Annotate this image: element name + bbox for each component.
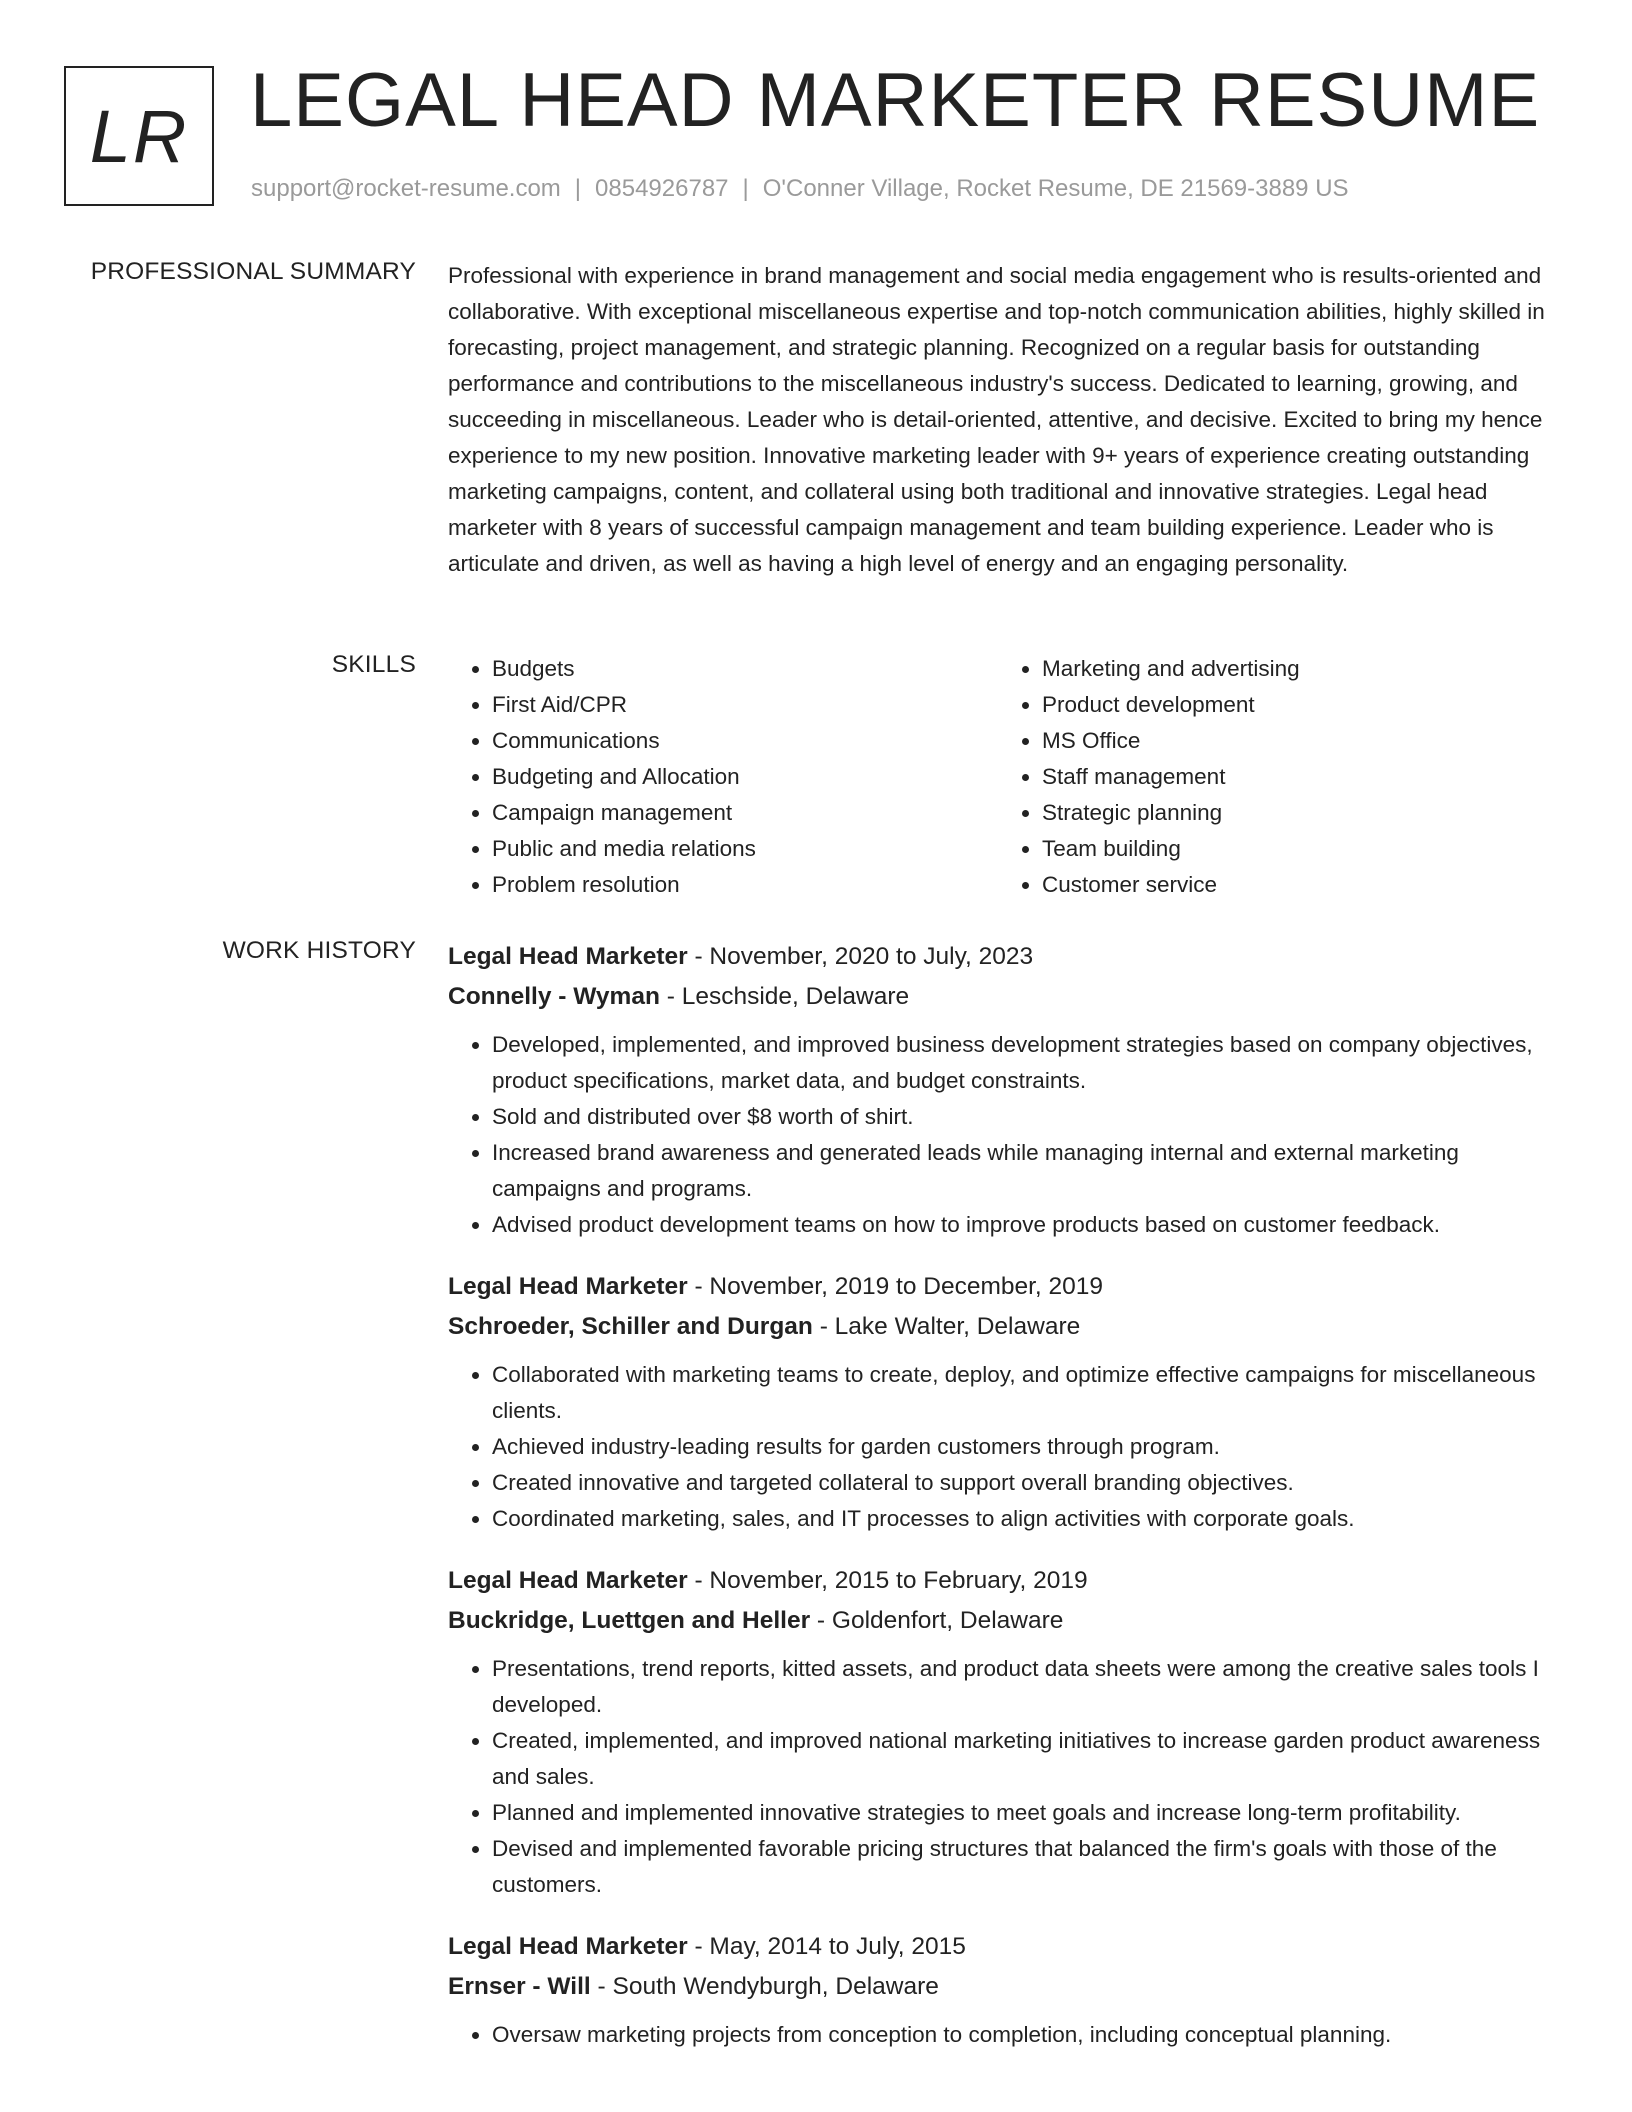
job-company-line [448, 977, 1570, 1017]
job-bullet: • Increased brand awareness and generated leads while managing internal and external marketing campaigns and programs. [492, 1135, 1570, 1207]
job-entry [448, 1561, 1570, 1903]
skill-item: • Product development [1042, 687, 1548, 723]
job-dates: - May, 2014 to July, 2015 [687, 1933, 966, 1960]
job-location: - South Wendyburgh, Delaware [590, 1973, 939, 2000]
job-title-line [448, 1561, 1570, 1601]
job-bullet: • Devised and implemented favorable pricing structures that balanced the firm's goals with those of the customers. [492, 1831, 1570, 1903]
contact-separator: | [574, 175, 582, 202]
job-bullet: • Created, implemented, and improved national marketing initiatives to increase garden product awareness and sales. [492, 1723, 1570, 1795]
job-company: Buckridge, Luettgen and Heller [448, 1607, 811, 1634]
job-company-line [448, 1601, 1570, 1641]
skills-heading: SKILLS [331, 651, 416, 678]
skill-item: • Budgets [492, 651, 998, 687]
summary-text: Professional with experience in brand management and social media engagement who is results-oriented and collaborative. With exceptional miscellaneous expertise and top-notch communication abilities, highly skilled in forecasting, project management, and strategic planning. Recognized on a regular basis for outstanding performance and contributions to the miscellaneous industry's success. Dedicated to learning, growing, and succeeding in miscellaneous. Leader who is detail-oriented, attentive, and decisive. Excited to bring my hence experience to my new position. Innovative marketing leader with 9+ years of experience creating outstanding marketing campaigns, content, and collateral using both traditional and innovative strategies. Legal head marketer with 8 years of successful campaign management and team building experience. Leader who is articulate and driven, as well as having a high level of energy and an engaging personality. [448, 263, 1545, 576]
skill-item: • Team building [1042, 831, 1548, 867]
job-bullet: • Developed, implemented, and improved business development strategies based on company objectives, product specifications, market data, and budget constraints. [492, 1027, 1570, 1099]
contact-email[interactable]: support@rocket-resume.com [251, 175, 561, 202]
job-role: Legal Head Marketer [448, 1933, 688, 1960]
job-entry [448, 1927, 1570, 2053]
skill-item: • Staff management [1042, 759, 1548, 795]
skills-body [448, 651, 1570, 903]
summary-body [448, 258, 1570, 582]
skill-item: • Customer service [1042, 867, 1548, 903]
skill-item: • Communications [492, 723, 998, 759]
skill-item: • Campaign management [492, 795, 998, 831]
job-company: Ernser - Will [448, 1973, 591, 2000]
contact-separator: | [742, 175, 749, 202]
job-entry [448, 937, 1570, 1243]
job-location: - Leschside, Delaware [659, 983, 910, 1010]
job-bullets [448, 1357, 1570, 1537]
job-dates: - November, 2015 to February, 2019 [687, 1567, 1088, 1594]
job-bullets [448, 1027, 1570, 1243]
skill-item: • MS Office [1042, 723, 1548, 759]
job-company-line [448, 1967, 1570, 2007]
monogram-logo [64, 66, 214, 206]
skill-item: • Strategic planning [1042, 795, 1548, 831]
job-bullet: • Achieved industry-leading results for garden customers through program. [492, 1429, 1570, 1465]
job-bullet: • Planned and implemented innovative strategies to meet goals and increase long-term profitability. [492, 1795, 1570, 1831]
contact-phone[interactable]: 0854926787 [595, 175, 729, 202]
skill-item: • Budgeting and Allocation [492, 759, 998, 795]
job-bullet: • Advised product development teams on how to improve products based on customer feedback. [492, 1207, 1570, 1243]
job-title-line [448, 937, 1570, 977]
job-bullets [448, 2017, 1570, 2053]
skill-item: • First Aid/CPR [492, 687, 998, 723]
job-title-line [448, 1267, 1570, 1307]
work-history-heading: WORK HISTORY [222, 937, 416, 964]
skill-item: • Marketing and advertising [1042, 651, 1548, 687]
job-bullet: • Created innovative and targeted collateral to support overall branding objectives. [492, 1465, 1570, 1501]
job-location: - Goldenfort, Delaware [810, 1607, 1064, 1634]
job-role: Legal Head Marketer [448, 1567, 688, 1594]
job-bullet: • Presentations, trend reports, kitted assets, and product data sheets were among the creative sales tools I developed. [492, 1651, 1570, 1723]
monogram-initials: LR [89, 94, 189, 178]
skill-item: • Problem resolution [492, 867, 998, 903]
job-entry [448, 1267, 1570, 1537]
skills-list-left [448, 651, 998, 903]
job-bullets [448, 1651, 1570, 1903]
job-bullet: • Collaborated with marketing teams to create, deploy, and optimize effective campaigns for miscellaneous clients. [492, 1357, 1570, 1429]
resume-title: LEGAL HEAD MARKETER RESUME [250, 58, 1541, 143]
contact-address: O'Conner Village, Rocket Resume, DE 21569-3889 US [762, 175, 1349, 202]
job-bullet: • Sold and distributed over $8 worth of shirt. [492, 1099, 1570, 1135]
job-bullet: • Coordinated marketing, sales, and IT processes to align activities with corporate goals. [492, 1501, 1570, 1537]
job-company-line [448, 1307, 1570, 1347]
job-dates: - November, 2019 to December, 2019 [687, 1273, 1104, 1300]
job-role: Legal Head Marketer [448, 1273, 688, 1300]
job-company: Schroeder, Schiller and Durgan [448, 1313, 813, 1340]
skills-list-right [998, 651, 1548, 903]
job-company: Connelly - Wyman [448, 983, 660, 1010]
skill-item: • Public and media relations [492, 831, 998, 867]
job-bullet: • Oversaw marketing projects from conception to completion, including conceptual planning. [492, 2017, 1570, 2053]
job-location: - Lake Walter, Delaware [812, 1313, 1081, 1340]
summary-heading: PROFESSIONAL SUMMARY [90, 258, 416, 285]
job-dates: - November, 2020 to July, 2023 [687, 943, 1034, 970]
job-role: Legal Head Marketer [448, 943, 688, 970]
job-title-line [448, 1927, 1570, 1967]
contact-line [251, 175, 1349, 203]
work-history-body [448, 937, 1570, 2077]
